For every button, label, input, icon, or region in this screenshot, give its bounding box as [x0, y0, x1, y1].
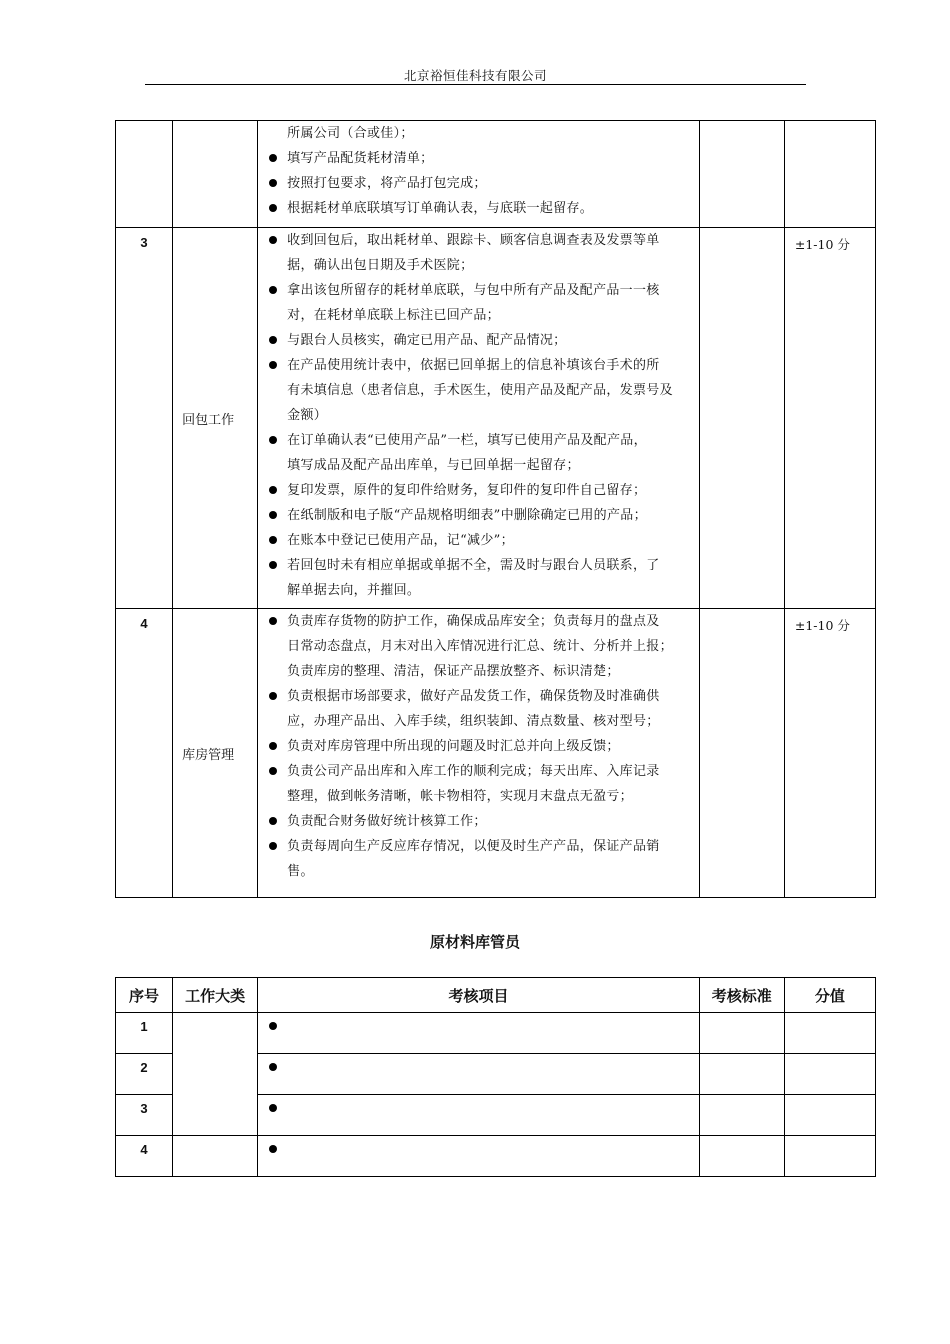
- category-cell: [173, 121, 258, 228]
- table-header-row: [116, 978, 876, 1013]
- list-item: [258, 834, 693, 859]
- bullet-icon: [269, 692, 277, 700]
- bullet-icon: [269, 561, 277, 569]
- row-number: 2: [116, 1054, 173, 1095]
- list-item-text: 负责每周向生产反应库存情况，以便及时生产产品，保证产品销: [287, 839, 660, 854]
- list-item-text: 拿出该包所留存的耗材单底联，与包中所有产品及配产品一一核: [287, 283, 660, 298]
- bullet-icon: [269, 1104, 277, 1112]
- list-item: [258, 403, 693, 428]
- list-item: [258, 453, 693, 478]
- bullet-icon: [269, 536, 277, 544]
- table-row: [116, 1136, 876, 1177]
- list-item: [258, 659, 693, 684]
- bullet-icon: [269, 511, 277, 519]
- items-cell: [258, 1095, 700, 1136]
- duty-table: [115, 120, 876, 898]
- item-list: [258, 609, 699, 884]
- standard-cell: [699, 609, 784, 898]
- standard-cell: [699, 1095, 784, 1136]
- list-item-text: 负责根据市场部要求，做好产品发货工作，确保货物及时准确供: [287, 689, 660, 704]
- list-item-text: 日常动态盘点，月末对出入库情况进行汇总、统计、分析并上报；: [287, 639, 673, 654]
- list-item-text: 负责对库房管理中所出现的问题及时汇总并向上级反馈；: [287, 739, 620, 754]
- list-item: [258, 578, 693, 603]
- row-number: 3: [116, 228, 173, 609]
- list-item: [258, 328, 693, 353]
- list-item: [258, 196, 693, 221]
- bullet-icon: [269, 842, 277, 850]
- row-number: 4: [116, 1136, 173, 1177]
- list-item-text: 负责库房的整理、清洁，保证产品摆放整齐、标识清楚；: [287, 664, 620, 679]
- header-standard: 考核标准: [699, 978, 784, 1013]
- list-item-text: 按照打包要求，将产品打包完成；: [287, 176, 487, 191]
- list-item: [258, 734, 693, 759]
- score-cell: ±1-10 分: [784, 228, 875, 609]
- list-item-text: 整理，做到帐务清晰，帐卡物相符，实现月末盘点无盈亏；: [287, 789, 633, 804]
- row-number: 4: [116, 609, 173, 898]
- list-item-text: 对，在耗材单底联上标注已回产品；: [287, 308, 500, 323]
- score-cell: [784, 1013, 875, 1054]
- list-item-text: 所属公司（合或佳）；: [287, 126, 414, 141]
- bullet-icon: [269, 1063, 277, 1071]
- header-divider: [145, 84, 806, 85]
- list-item: [258, 709, 693, 734]
- items-cell: [258, 609, 700, 898]
- table-row: [116, 609, 876, 898]
- list-item-text: 负责库存货物的防护工作，确保成品库安全；负责每月的盘点及: [287, 614, 660, 629]
- score-cell: ±1-10 分: [784, 609, 875, 898]
- standard-cell: [699, 228, 784, 609]
- list-item-text: 根据耗材单底联填写订单确认表，与底联一起留存。: [287, 201, 594, 216]
- list-item: [258, 809, 693, 834]
- score-cell: [784, 1054, 875, 1095]
- list-item: [258, 353, 693, 378]
- list-item-text: 在纸制版和电子版“产品规格明细表”中删除确定已用的产品；: [287, 508, 647, 523]
- section-title: 原材料库管员: [429, 934, 520, 951]
- bullet-icon: [269, 436, 277, 444]
- item-list: [258, 121, 699, 221]
- list-item-text: 有未填信息（患者信息，手术医生，使用产品及配产品，发票号及: [287, 383, 673, 398]
- items-cell: [258, 121, 700, 228]
- list-item: [258, 634, 693, 659]
- list-item-text: 负责配合财务做好统计核算工作；: [287, 814, 487, 829]
- table-row: [116, 121, 876, 228]
- list-item-text: 在订单确认表“已使用产品”一栏，填写已使用产品及配产品，: [287, 433, 647, 448]
- list-item-text: 若回包时未有相应单据或单据不全，需及时与跟台人员联系，了: [287, 558, 660, 573]
- list-item: [258, 146, 693, 171]
- list-item: [258, 121, 693, 146]
- standard-cell: [699, 1054, 784, 1095]
- raw-material-table: [115, 977, 876, 1177]
- list-item: [258, 253, 693, 278]
- table-row: [116, 228, 876, 609]
- list-item: [258, 859, 693, 884]
- standard-cell: [699, 121, 784, 228]
- bullet-icon: [269, 1145, 277, 1153]
- header-items: 考核项目: [258, 978, 700, 1013]
- list-item: [258, 503, 693, 528]
- bullet-icon: [269, 486, 277, 494]
- list-item: [258, 428, 693, 453]
- items-cell: [258, 228, 700, 609]
- list-item: [258, 478, 693, 503]
- items-cell: [258, 1136, 700, 1177]
- list-item-text: 收到回包后，取出耗材单、跟踪卡、顾客信息调查表及发票等单: [287, 233, 660, 248]
- list-item: [258, 684, 693, 709]
- list-item: [258, 528, 693, 553]
- list-item: [258, 759, 693, 784]
- bullet-icon: [269, 204, 277, 212]
- list-item-text: 负责公司产品出库和入库工作的顺利完成；每天出库、入库记录: [287, 764, 660, 779]
- bullet-icon: [269, 817, 277, 825]
- bullet-icon: [269, 236, 277, 244]
- item-list: [258, 228, 699, 603]
- list-item: [258, 171, 693, 196]
- standard-cell: [699, 1136, 784, 1177]
- score-cell: [784, 121, 875, 228]
- bullet-icon: [269, 617, 277, 625]
- table-row: [116, 1013, 876, 1054]
- list-item-text: 填写产品配货耗材清单；: [287, 151, 434, 166]
- list-item-text: 金额）: [287, 408, 328, 423]
- list-item: [258, 784, 693, 809]
- bullet-icon: [269, 767, 277, 775]
- category-cell: 库房管理: [173, 609, 258, 898]
- category-cell: 回包工作: [173, 228, 258, 609]
- bullet-icon: [269, 361, 277, 369]
- bullet-icon: [269, 286, 277, 294]
- score-cell: [784, 1095, 875, 1136]
- list-item: [258, 278, 693, 303]
- items-cell: [258, 1013, 700, 1054]
- list-item-text: 填写成品及配产品出库单，与已回单据一起留存；: [287, 458, 580, 473]
- header-score: 分值: [784, 978, 875, 1013]
- page-header-company: 北京裕恒佳科技有限公司: [403, 68, 547, 83]
- list-item-text: 在账本中登记已使用产品，记“减少”；: [287, 533, 514, 548]
- standard-cell: [699, 1013, 784, 1054]
- row-number: 1: [116, 1013, 173, 1054]
- bullet-icon: [269, 336, 277, 344]
- items-cell: [258, 1054, 700, 1095]
- list-item-text: 与跟台人员核实，确定已用产品、配产品情况；: [287, 333, 567, 348]
- bullet-icon: [269, 179, 277, 187]
- list-item-text: 售。: [287, 864, 314, 879]
- list-item: [258, 378, 693, 403]
- list-item-text: 应，办理产品出、入库手续，组织装卸、清点数量、核对型号；: [287, 714, 660, 729]
- list-item: [258, 609, 693, 634]
- bullet-icon: [269, 1022, 277, 1030]
- bullet-icon: [269, 742, 277, 750]
- category-cell: [173, 1013, 258, 1136]
- header-category: 工作大类: [173, 978, 258, 1013]
- list-item: [258, 303, 693, 328]
- row-number: 3: [116, 1095, 173, 1136]
- list-item-text: 在产品使用统计表中，依据已回单据上的信息补填该台手术的所: [287, 358, 660, 373]
- row-number: [116, 121, 173, 228]
- list-item-text: 解单据去向，并摧回。: [287, 583, 421, 598]
- list-item-text: 复印发票，原件的复印件给财务，复印件的复印件自己留存；: [287, 483, 647, 498]
- category-cell: [173, 1136, 258, 1177]
- list-item: [258, 228, 693, 253]
- score-cell: [784, 1136, 875, 1177]
- header-seq: 序号: [116, 978, 173, 1013]
- list-item-text: 据，确认出包日期及手术医院；: [287, 258, 474, 273]
- bullet-icon: [269, 154, 277, 162]
- list-item: [258, 553, 693, 578]
